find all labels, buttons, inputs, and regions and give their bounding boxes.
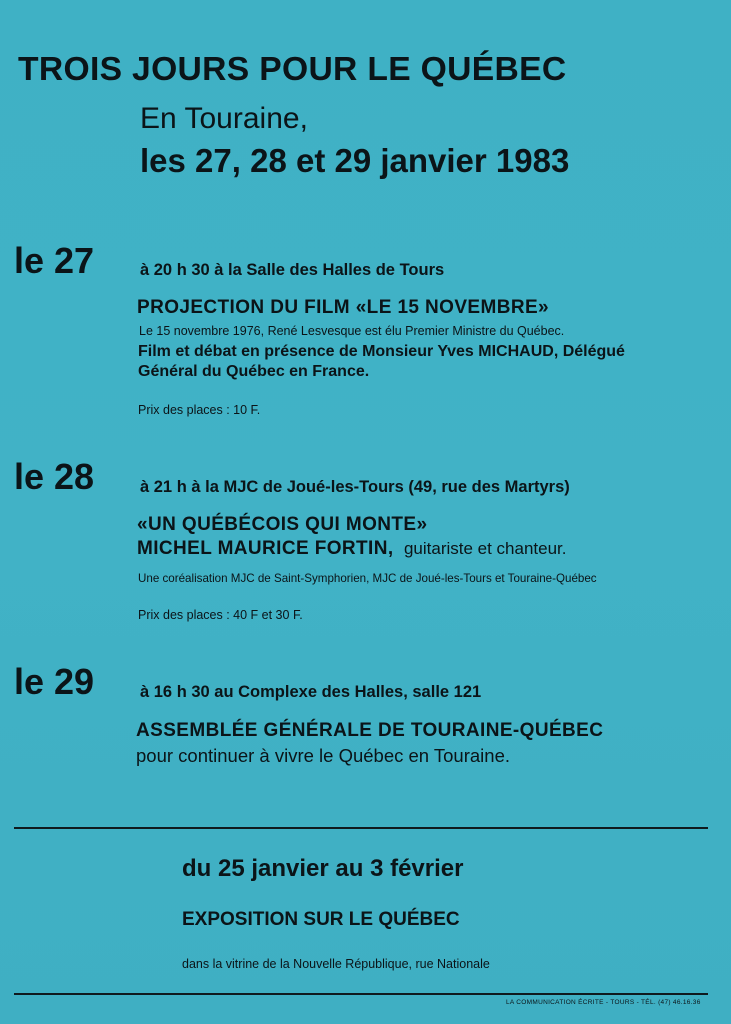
event-note-28: Une coréalisation MJC de Saint-Symphorien, MJC de Joué-les-Tours et Touraine-Québec bbox=[138, 572, 597, 585]
event-details-27-line1: Film et débat en présence de Monsieur Yves MICHAUD, Délégué bbox=[138, 343, 625, 360]
event-venue-27: à 20 h 30 à la Salle des Halles de Tours bbox=[140, 261, 445, 279]
event-headline-27: PROJECTION DU FILM «LE 15 NOVEMBRE» bbox=[137, 297, 550, 318]
event-details-27-line2: Général du Québec en France. bbox=[138, 363, 370, 380]
event-day-28: le 28 bbox=[14, 456, 95, 497]
event-day-29: le 29 bbox=[14, 661, 95, 702]
event-note-27: Le 15 novembre 1976, René Lesvesque est élu Premier Ministre du Québec. bbox=[139, 324, 565, 338]
event-venue-29: à 16 h 30 au Complexe des Halles, salle 121 bbox=[140, 683, 482, 701]
event-headline-29: ASSEMBLÉE GÉNÉRALE DE TOURAINE-QUÉBEC bbox=[136, 720, 604, 741]
poster-location: En Touraine, bbox=[140, 102, 308, 135]
poster-title: TROIS JOURS POUR LE QUÉBEC bbox=[18, 50, 567, 87]
event-headline-28: «UN QUÉBÉCOIS QUI MONTE» bbox=[137, 514, 428, 535]
event-day-27: le 27 bbox=[14, 240, 95, 281]
poster-dates: les 27, 28 et 29 janvier 1983 bbox=[140, 142, 570, 179]
footer-credit: LA COMMUNICATION ÉCRITE - TOURS - TÉL. (47) 46.16.36 bbox=[506, 999, 701, 1006]
event-venue-28: à 21 h à la MJC de Joué-les-Tours (49, rue des Martyrs) bbox=[140, 478, 570, 496]
event-details-29: pour continuer à vivre le Québec en Touraine. bbox=[136, 745, 511, 766]
exhibition-title: EXPOSITION SUR LE QUÉBEC bbox=[182, 909, 460, 930]
event-price-27: Prix des places : 10 F. bbox=[138, 403, 261, 417]
divider-bottom bbox=[14, 993, 708, 995]
divider-top bbox=[14, 827, 708, 829]
event-price-28: Prix des places : 40 F et 30 F. bbox=[138, 608, 303, 622]
event-artist-28: MICHEL MAURICE FORTIN, bbox=[137, 538, 394, 559]
event-artist-line-28 bbox=[137, 538, 567, 560]
exhibition-place: dans la vitrine de la Nouvelle République, rue Nationale bbox=[182, 957, 490, 971]
event-artist-role-28: guitariste et chanteur. bbox=[403, 539, 567, 558]
exhibition-dates: du 25 janvier au 3 février bbox=[182, 855, 464, 882]
